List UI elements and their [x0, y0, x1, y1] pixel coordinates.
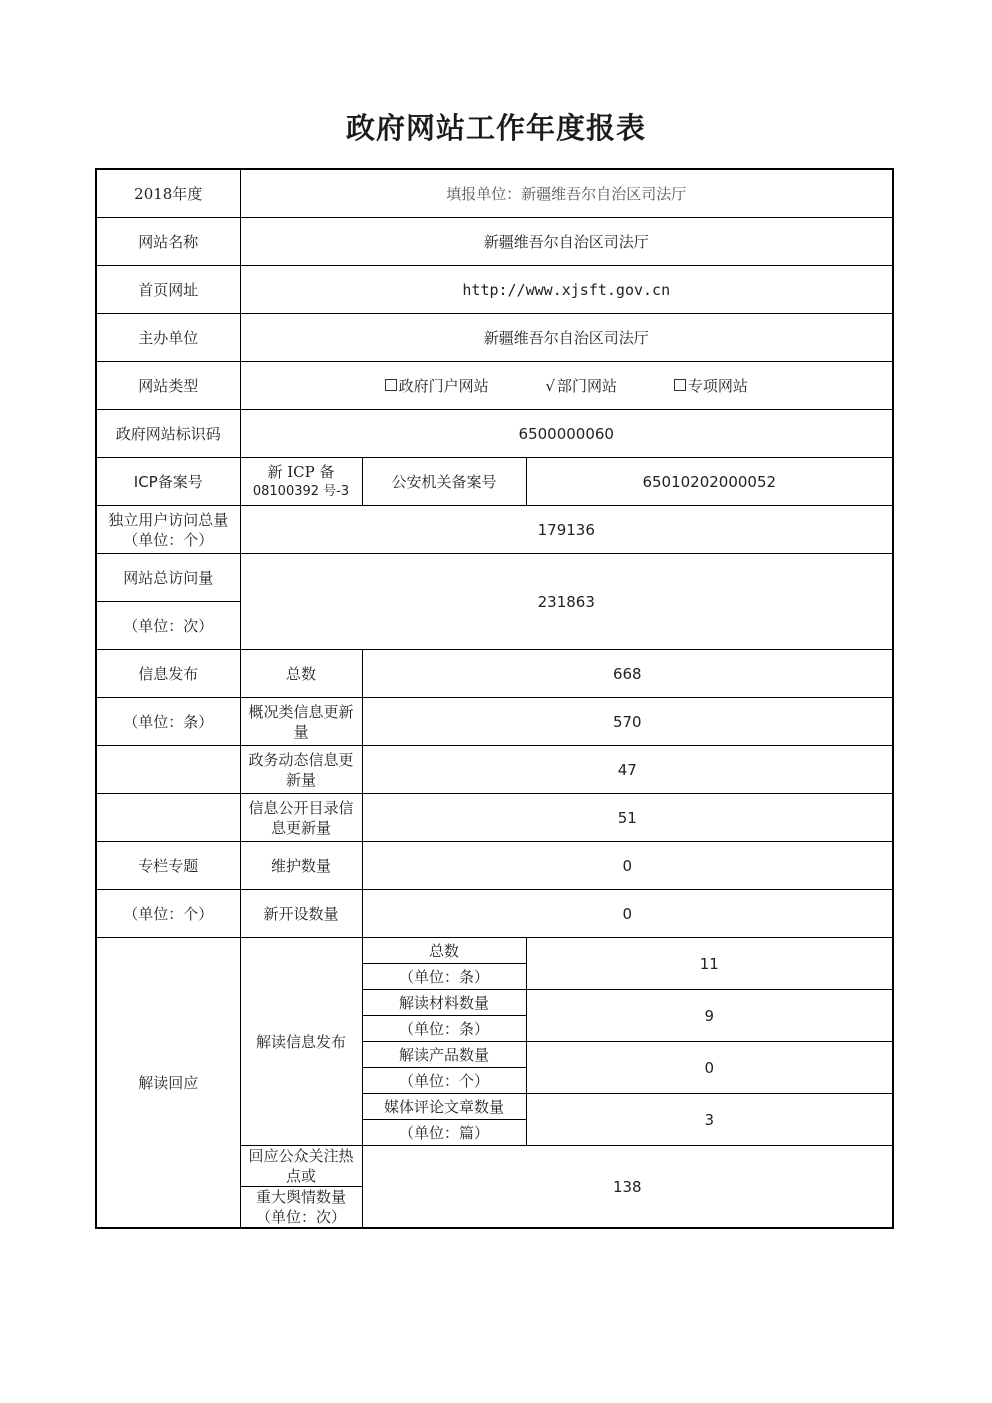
row-info-disclosure — [96, 794, 893, 842]
interp-product-unit: （单位：个） — [362, 1068, 526, 1094]
interp-publish-label: 解读信息发布 — [240, 938, 362, 1146]
interp-material-label: 解读材料数量 — [362, 990, 526, 1016]
interp-media-label: 媒体评论文章数量 — [362, 1094, 526, 1120]
checkbox-empty-icon — [674, 379, 686, 391]
columns-new-label: 新开设数量 — [240, 890, 362, 938]
columns-maintain-value: 0 — [362, 842, 893, 890]
interp-total-value: 11 — [526, 938, 893, 990]
interpretation-label: 解读回应 — [96, 938, 240, 1229]
interp-material-unit: （单位：条） — [362, 1016, 526, 1042]
police-value: 65010202000052 — [526, 458, 893, 506]
row-site-id — [96, 410, 893, 458]
row-homepage — [96, 266, 893, 314]
police-label: 公安机关备案号 — [362, 458, 526, 506]
info-total-label: 总数 — [240, 650, 362, 698]
info-total-value: 668 — [362, 650, 893, 698]
interp-material-value: 9 — [526, 990, 893, 1042]
checkmark-icon: √ — [545, 376, 556, 395]
total-visits-label: 网站总访问量 — [96, 554, 240, 602]
row-year — [96, 169, 893, 218]
columns-maintain-label: 维护数量 — [240, 842, 362, 890]
empty-cell — [96, 746, 240, 794]
row-site-type — [96, 362, 893, 410]
option-department-label: 部门网站 — [557, 376, 618, 395]
interp-media-value: 3 — [526, 1094, 893, 1146]
interp-response-label-top: 回应公众关注热点或 — [240, 1146, 362, 1187]
info-overview-value: 570 — [362, 698, 893, 746]
info-affairs-label: 政务动态信息更新量 — [240, 746, 362, 794]
checkbox-empty-icon — [385, 379, 397, 391]
site-name-label: 网站名称 — [96, 218, 240, 266]
report-table — [95, 168, 894, 1229]
row-info-affairs — [96, 746, 893, 794]
site-type-options — [240, 362, 893, 410]
total-visits-unit: （单位：次） — [96, 602, 240, 650]
site-type-label: 网站类型 — [96, 362, 240, 410]
option-portal[interactable] — [385, 376, 489, 396]
info-overview-label: 概况类信息更新量 — [240, 698, 362, 746]
info-publish-label: 信息发布 — [96, 650, 240, 698]
icp-value-line2: 08100392 号-3 — [252, 483, 350, 499]
site-id-label: 政府网站标识码 — [96, 410, 240, 458]
total-visits-value: 231863 — [240, 554, 893, 650]
row-icp — [96, 458, 893, 506]
row-total-visits — [96, 554, 893, 602]
row-sponsor — [96, 314, 893, 362]
info-publish-unit: （单位：条） — [96, 698, 240, 746]
row-site-name — [96, 218, 893, 266]
year-cell: 2018年度 — [96, 169, 240, 218]
sponsor-label: 主办单位 — [96, 314, 240, 362]
columns-unit: （单位：个） — [96, 890, 240, 938]
row-info-overview — [96, 698, 893, 746]
row-unique-visitors — [96, 506, 893, 554]
homepage-url: http://www.xjsft.gov.cn — [240, 266, 893, 314]
report-title: 政府网站工作年度报表 — [345, 111, 646, 145]
interp-response-label-bottom — [240, 1187, 362, 1229]
option-department[interactable] — [545, 376, 617, 396]
unique-visitors-label — [96, 506, 240, 554]
unique-visitors-value: 179136 — [240, 506, 893, 554]
interp-product-label: 解读产品数量 — [362, 1042, 526, 1068]
info-disclosure-label: 信息公开目录信息更新量 — [240, 794, 362, 842]
columns-new-value: 0 — [362, 890, 893, 938]
info-affairs-value: 47 — [362, 746, 893, 794]
icp-label: ICP备案号 — [96, 458, 240, 506]
row-info-total — [96, 650, 893, 698]
row-columns-maintain — [96, 842, 893, 890]
site-id-value: 6500000060 — [240, 410, 893, 458]
interp-product-value: 0 — [526, 1042, 893, 1094]
row-columns-new — [96, 890, 893, 938]
homepage-label: 首页网址 — [96, 266, 240, 314]
interp-media-unit: （单位：篇） — [362, 1120, 526, 1146]
interp-total-label: 总数 — [362, 938, 526, 964]
row-interp-total — [96, 938, 893, 964]
interp-response-label-line2: 重大舆情数量 — [255, 1188, 346, 1206]
unique-visitors-label-line1: 独立用户访问总量 — [108, 510, 229, 529]
sponsor-value: 新疆维吾尔自治区司法厅 — [240, 314, 893, 362]
option-special-label: 专项网站 — [687, 376, 748, 395]
icp-value — [240, 458, 362, 506]
filing-unit: 填报单位：新疆维吾尔自治区司法厅 — [240, 169, 893, 218]
columns-label: 专栏专题 — [96, 842, 240, 890]
info-disclosure-value: 51 — [362, 794, 893, 842]
interp-total-unit: （单位：条） — [362, 964, 526, 990]
unique-visitors-label-line2: （单位：个） — [123, 530, 214, 549]
interp-response-value: 138 — [362, 1146, 893, 1229]
interp-response-label-line3: （单位：次） — [255, 1208, 346, 1226]
option-special[interactable] — [674, 376, 748, 396]
empty-cell — [96, 794, 240, 842]
site-name-value: 新疆维吾尔自治区司法厅 — [240, 218, 893, 266]
option-portal-label: 政府门户网站 — [398, 376, 489, 395]
icp-value-line1: 新 ICP 备 — [267, 462, 335, 481]
